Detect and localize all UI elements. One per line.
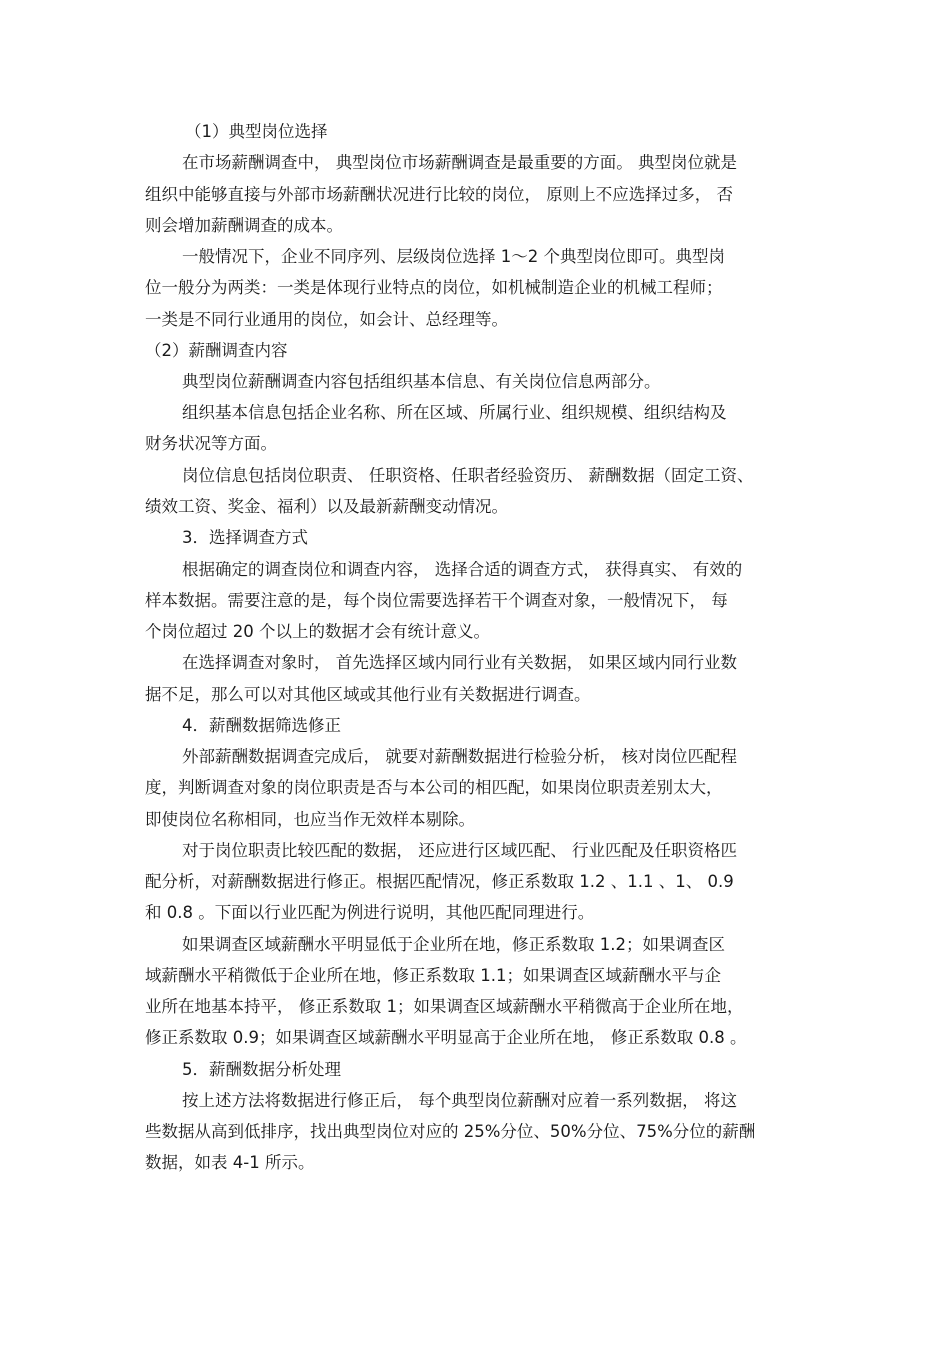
text-line: 岗位信息包括岗位职责、 任职资格、任职者经验资历、 薪酬数据（固定工资、 bbox=[182, 466, 754, 485]
text-line: 修正系数取 0.9；如果调查区域薪酬水平明显高于企业所在地， 修正系数取 0.8 。 bbox=[145, 1028, 747, 1047]
text-line: 据不足，那么可以对其他区域或其他行业有关数据进行调查。 bbox=[145, 685, 591, 704]
text-line: 按上述方法将数据进行修正后， 每个典型岗位薪酬对应着一系列数据， 将这 bbox=[182, 1091, 737, 1110]
section-heading-5: 5．薪酬数据分析处理 bbox=[182, 1060, 341, 1079]
section-heading-3: 3．选择调查方式 bbox=[182, 528, 308, 547]
text-line: 根据确定的调查岗位和调查内容， 选择合适的调查方式， 获得真实、 有效的 bbox=[182, 560, 743, 579]
subheading-typical-position: （1）典型岗位选择 bbox=[185, 122, 328, 141]
text-line: 位一般分为两类：一类是体现行业特点的岗位，如机械制造企业的机械工程师； bbox=[145, 278, 723, 297]
text-line: 对于岗位职责比较匹配的数据， 还应进行区域匹配、 行业匹配及任职资格匹 bbox=[182, 841, 737, 860]
text-line: 度，判断调查对象的岗位职责是否与本公司的相匹配，如果岗位职责差别太大， bbox=[145, 778, 723, 797]
text-line: 则会增加薪酬调查的成本。 bbox=[145, 216, 343, 235]
text-line: 些数据从高到低排序，找出典型岗位对应的 25%分位、50%分位、75%分位的薪酬 bbox=[145, 1122, 756, 1141]
text-line: 在选择调查对象时， 首先选择区域内同行业有关数据， 如果区域内同行业数 bbox=[182, 653, 737, 672]
text-line: 如果调查区域薪酬水平明显低于企业所在地，修正系数取 1.2；如果调查区 bbox=[182, 935, 725, 954]
text-line: 数据，如表 4-1 所示。 bbox=[145, 1153, 315, 1172]
text-line: 绩效工资、奖金、福利）以及最新薪酬变动情况。 bbox=[145, 497, 508, 516]
text-line: 一般情况下，企业不同序列、层级岗位选择 1～2 个典型岗位即可。典型岗 bbox=[182, 247, 725, 266]
text-line: 和 0.8 。下面以行业匹配为例进行说明，其他匹配同理进行。 bbox=[145, 903, 595, 922]
text-line: 域薪酬水平稍微低于企业所在地，修正系数取 1.1；如果调查区域薪酬水平与企 bbox=[145, 966, 721, 985]
text-line: 组织中能够直接与外部市场薪酬状况进行比较的岗位， 原则上不应选择过多， 否 bbox=[145, 185, 733, 204]
subheading-survey-content: （2）薪酬调查内容 bbox=[145, 341, 288, 360]
text-line: 业所在地基本持平， 修正系数取 1；如果调查区域薪酬水平稍微高于企业所在地， bbox=[145, 997, 744, 1016]
text-line: 典型岗位薪酬调查内容包括组织基本信息、有关岗位信息两部分。 bbox=[182, 372, 661, 391]
text-line: 在市场薪酬调查中， 典型岗位市场薪酬调查是最重要的方面。 典型岗位就是 bbox=[182, 153, 737, 172]
text-line: 财务状况等方面。 bbox=[145, 434, 277, 453]
section-heading-4: 4．薪酬数据筛选修正 bbox=[182, 716, 341, 735]
text-line: 即使岗位名称相同，也应当作无效样本剔除。 bbox=[145, 810, 475, 829]
text-line: 一类是不同行业通用的岗位，如会计、总经理等。 bbox=[145, 310, 508, 329]
text-line: 个岗位超过 20 个以上的数据才会有统计意义。 bbox=[145, 622, 490, 641]
text-line: 外部薪酬数据调查完成后， 就要对薪酬数据进行检验分析， 核对岗位匹配程 bbox=[182, 747, 737, 766]
text-line: 组织基本信息包括企业名称、所在区域、所属行业、组织规模、组织结构及 bbox=[182, 403, 727, 422]
text-line: 样本数据。需要注意的是，每个岗位需要选择若干个调查对象，一般情况下， 每 bbox=[145, 591, 728, 610]
text-line: 配分析，对薪酬数据进行修正。根据匹配情况，修正系数取 1.2 、1.1 、1、 0.9 bbox=[145, 872, 734, 891]
